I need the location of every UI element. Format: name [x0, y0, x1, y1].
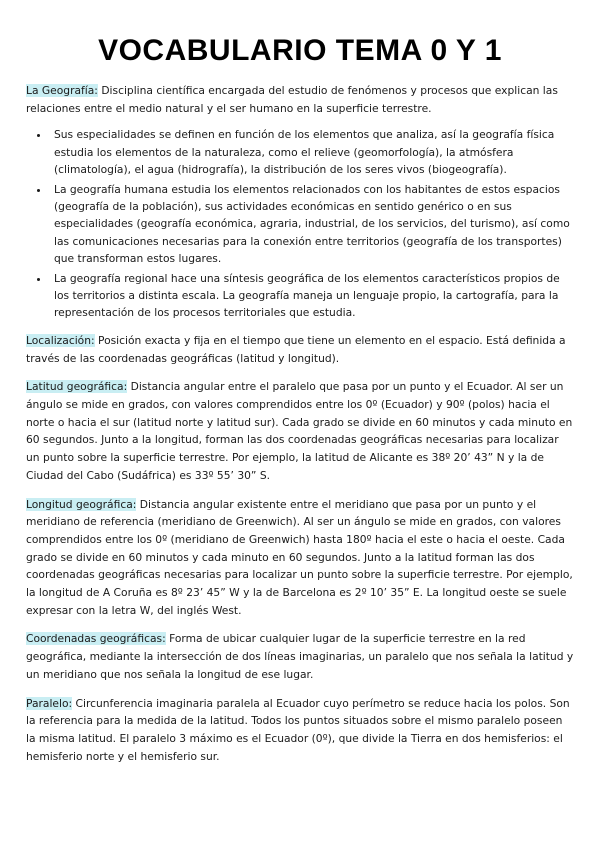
term-label: Coordenadas geográficas: — [26, 632, 166, 646]
list-item: • Sus especialidades se definen en función de los elementos que analiza, así la geografía física estudia los elementos de la naturaleza, como el relieve (geomorfología), la atmósfera (climatología), el agua (hidrografía), la distribución de los seres vivos (biogeografía). — [50, 126, 574, 178]
term-label: Latitud geográfica: — [26, 380, 128, 394]
list-item: • La geografía regional hace una síntesis geográfica de los elementos característicos propios de los territorios a distinta escala. La geografía maneja un lenguaje propio, la cartografía, para la representación de los procesos territoriales que estudia. — [50, 270, 574, 322]
page-title: VOCABULARIO TEMA 0 Y 1 — [98, 34, 502, 67]
term-label: Paralelo: — [26, 696, 73, 710]
list-item: • La geografía humana estudia los elementos relacionados con los habitantes de estos espacios (geografía de la población), sus actividades económicas en sentido genérico o en sus especialidades (geografía económica, agraria, industrial, de los servicios, del turismo), así como las comunicaciones necesarias para la conexión entre territorios (geografía de los transportes) que transforman estos lugares. — [50, 181, 574, 268]
entry-latitud — [26, 378, 574, 484]
term-definition: Distancia angular existente entre el meridiano que pasa por un punto y el meridiano de referencia (meridiano de Greenwich). Al ser un ángulo se mide en grados, con valores comprendidos entre los 0º (meridiano de Greenwich) hasta 180º hacia el este o hacia el oeste. Cada grado se divide en 60 minutos y cada minuto en 60 segundos. Junto a la latitud forman las dos coordenadas geográficas necesarias para localizar un punto sobre la superficie terrestre. Por ejemplo, la longitud de A Coruña es 8º 23’ 45” W y la de Barcelona es 2º 10’ 35” E. La longitud oeste se suele expresar con la letra W, del inglés West. — [26, 497, 573, 617]
term-definition: Forma de ubicar cualquier lugar de la superficie terrestre en la red geográfica, mediante la intersección de dos líneas imaginarias, un paralelo que nos señala la latitud y un meridiano que nos señala la longitud de ese lugar. — [26, 632, 574, 681]
geografia-bullet-list — [26, 126, 574, 321]
term-definition: Posición exacta y fija en el tiempo que tiene un elemento en el espacio. Está definida a través de las coordenadas geográficas (latitud y longitud). — [26, 333, 566, 365]
term-label: La Geografía: — [26, 84, 98, 97]
term-definition: Distancia angular entre el paralelo que pasa por un punto y el Ecuador. Al ser un ángulo se mide en grados, con valores comprendidos entre los 0º (Ecuador) y 90º (polos) hacia el norte o hacia el sur (latitud norte y latitud sur). Cada grado se divide en 60 minutos y cada minuto en 60 segundos. Junto a la longitud, forman las dos coordenadas geográficas necesarias para localizar un punto sobre la superficie terrestre. Por ejemplo, la latitud de Alicante es 38º 20’ 43” N y la de Ciudad del Cabo (Sudáfrica) es 33º 55’ 30” S. — [26, 380, 573, 482]
entry-localizacion — [26, 332, 574, 367]
entry-coordenadas — [26, 630, 574, 683]
term-label: Localización: — [26, 333, 95, 347]
term-label: Longitud geográfica: — [26, 497, 137, 511]
entry-paralelo — [26, 695, 574, 766]
term-definition: Disciplina científica encargada del estudio de fenómenos y procesos que explican las relaciones entre el medio natural y el ser humano en la superficie terrestre. — [26, 84, 558, 115]
term-definition: Circunferencia imaginaria paralela al Ecuador cuyo perímetro se reduce hacia los polos. Son la referencia para la medida de la latitud. Todos los puntos situados sobre el mismo paralelo poseen la misma latitud. El paralelo 3 máximo es el Ecuador (0º), que divide la Tierra en dos hemisferios: el hemisferio norte y el hemisferio sur. — [26, 696, 570, 763]
entry-geografia — [26, 82, 574, 117]
entry-longitud — [26, 496, 574, 620]
